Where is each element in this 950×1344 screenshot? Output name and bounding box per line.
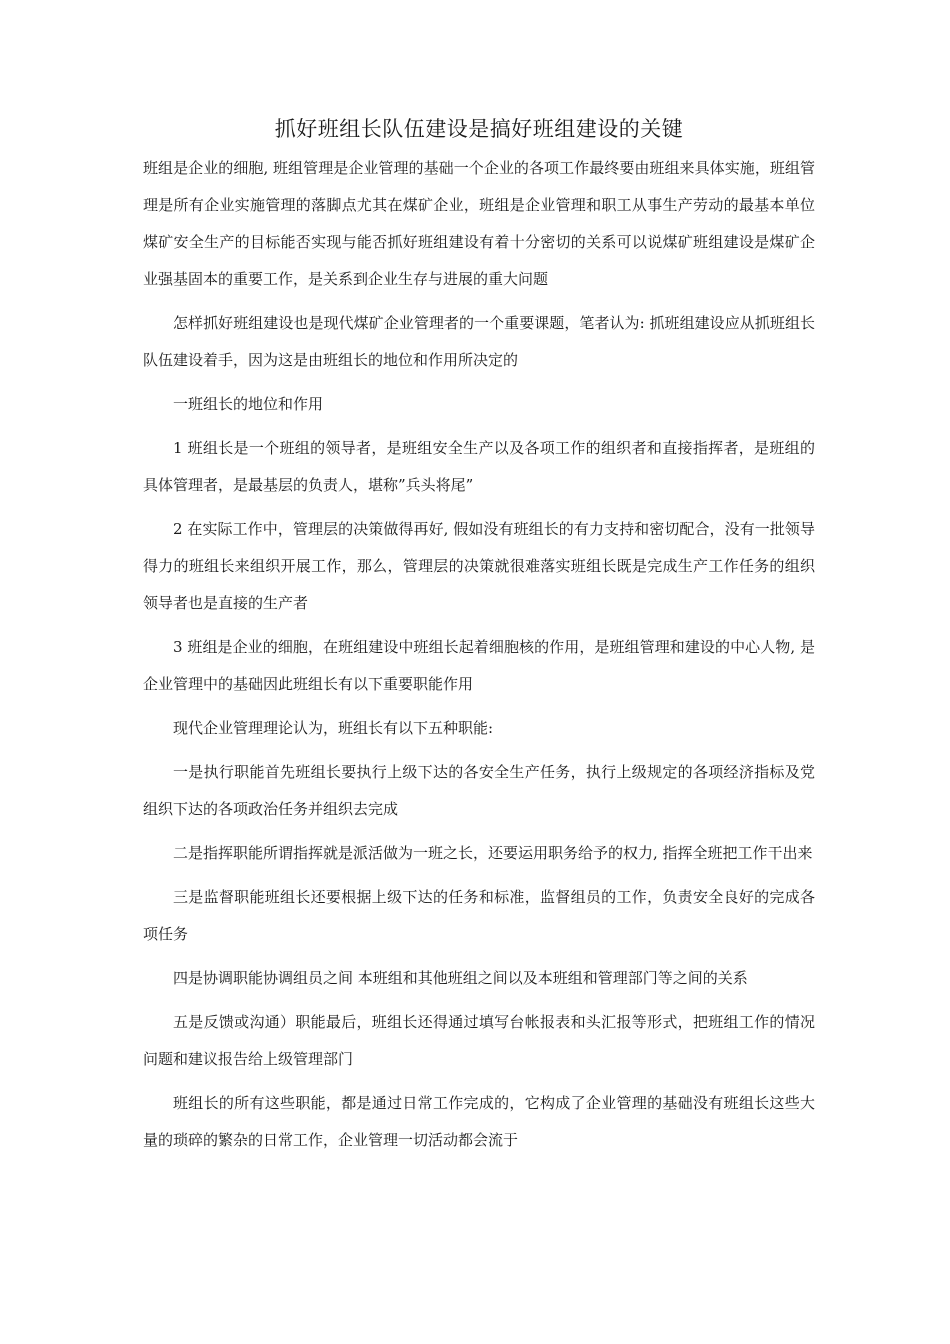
section-heading: 一班组长的地位和作用 xyxy=(173,395,324,413)
paragraph: 2 在实际工作中，管理层的决策做得再好, 假如没有班组长的有力支持和密切配合，没有一批领导得力的班组长来组织开展工作，那么，管理层的决策就很难落实班组长既是完成生产工作任务的组织领导者也是直接的生产者 xyxy=(143,520,815,612)
paragraph: 四是协调职能协调组员之间 本班组和其他班组之间以及本班组和管理部门等之间的关系 xyxy=(173,969,748,987)
paragraph: 现代企业管理理论认为，班组长有以下五种职能: xyxy=(173,719,494,737)
paragraph: 五是反馈或沟通）职能最后，班组长还得通过填写台帐报表和头汇报等形式，把班组工作的情况问题和建议报告给上级管理部门 xyxy=(143,1013,815,1068)
paragraph: 怎样抓好班组建设也是现代煤矿企业管理者的一个重要课题，笔者认为: 抓班组建设应从抓班组长队伍建设着手，因为这是由班组长的地位和作用所决定的 xyxy=(143,314,815,369)
paragraph-intro: 班组是企业的细胞, 班组管理是企业管理的基础一个企业的各项工作最终要由班组来具体实施，班组管理是所有企业实施管理的落脚点尤其在煤矿企业，班组是企业管理和职工从事生产劳动的最基本单位 煤矿安全生产的目标能否实现与能否抓好班组建设有着十分密切的关系可以说煤矿班组建设是煤矿企业强基固本的重要工作，是关系到企业生存与进展的重大问题 xyxy=(143,159,815,288)
paragraph: 三是监督职能班组长还要根据上级下达的任务和标准，监督组员的工作，负责安全良好的完成各项任务 xyxy=(143,888,815,943)
paragraph: 二是指挥职能所谓指挥就是派活做为一班之长，还要运用职务给予的权力, 指挥全班把工作干出来 xyxy=(173,844,813,862)
paragraph: 3 班组是企业的细胞，在班组建设中班组长起着细胞核的作用，是班组管理和建设的中心人物, 是企业管理中的基础因此班组长有以下重要职能作用 xyxy=(143,638,815,693)
document-title: 抓好班组长队伍建设是搞好班组建设的关键 xyxy=(274,117,684,141)
paragraph: 一是执行职能首先班组长要执行上级下达的各安全生产任务，执行上级规定的各项经济指标及党组织下达的各项政治任务并组织去完成 xyxy=(143,763,815,818)
document-page xyxy=(143,112,815,1166)
paragraph: 1 班组长是一个班组的领导者，是班组安全生产以及各项工作的组织者和直接指挥者，是班组的具体管理者，是最基层的负责人，堪称”兵头将尾” xyxy=(143,439,815,494)
paragraph: 班组长的所有这些职能，都是通过日常工作完成的，它构成了企业管理的基础没有班组长这些大量的琐碎的繁杂的日常工作，企业管理一切活动都会流于 xyxy=(143,1094,815,1149)
